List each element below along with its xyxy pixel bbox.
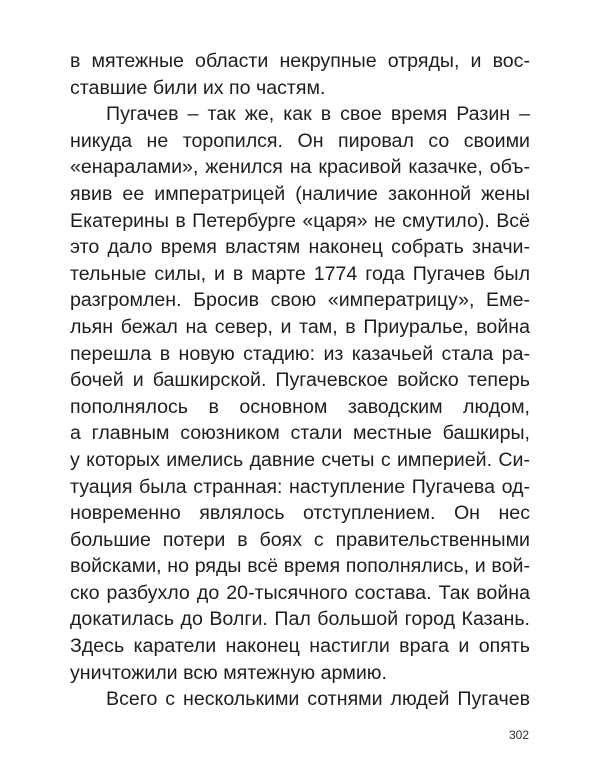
body-text xyxy=(70,48,530,713)
text-line: пополнялось в основном заводским людом, xyxy=(70,395,530,418)
page-number: 302 xyxy=(508,728,529,742)
text-line: явив ее императрицей (наличие законной жены xyxy=(70,182,530,205)
text-line: ско разбухло до 20-тысячного состава. Так война xyxy=(70,581,530,604)
paragraph-end-line: ставшие били их по частям. xyxy=(70,76,326,99)
text-line: докатилась до Волги. Пал большой город Казань. xyxy=(70,608,530,631)
text-line: бочей и башкирской. Пугачевское войско теперь xyxy=(70,369,530,392)
paragraph-start-line: Всего с несколькими сотнями людей Пугачев xyxy=(106,688,530,711)
paragraph-start-line: Пугачев – так же, как в свое время Разин – xyxy=(106,103,530,126)
paragraph-end-line: уничтожили всю мятежную армию. xyxy=(70,661,387,684)
text-line: льян бежал на север, и там, в Приуралье, война xyxy=(70,315,530,338)
text-line: это дало время властям наконец собрать значи- xyxy=(70,236,530,259)
text-line: у которых имелись давние счеты с империей. Си- xyxy=(70,448,530,471)
text-line: никуда не торопился. Он пировал со своими xyxy=(70,129,530,152)
text-line: большие потери в боях с правительственными xyxy=(70,528,530,551)
text-line: войсками, но ряды всё время пополнялись, и вой- xyxy=(70,555,530,578)
text-line: новременно являлось отступлением. Он нес xyxy=(70,502,530,525)
text-line: а главным союзником стали местные башкиры, xyxy=(70,422,530,445)
text-line: перешла в новую стадию: из казачьей стала ра- xyxy=(70,342,530,365)
text-line: тельные силы, и в марте 1774 года Пугачев был xyxy=(70,262,530,285)
text-line: «енаралами», женился на красивой казачке, объ- xyxy=(70,156,530,179)
text-line: разгромлен. Бросив свою «императрицу», Еме- xyxy=(70,289,530,312)
text-line: туация была странная: наступление Пугачева од- xyxy=(70,475,530,498)
text-line: Екатерины в Петербурге «царя» не смутило). Всё xyxy=(70,209,530,232)
text-line: Здесь каратели наконец настигли врага и опять xyxy=(70,635,530,658)
text-line: в мятежные области некрупные отряды, и вос- xyxy=(70,50,530,72)
